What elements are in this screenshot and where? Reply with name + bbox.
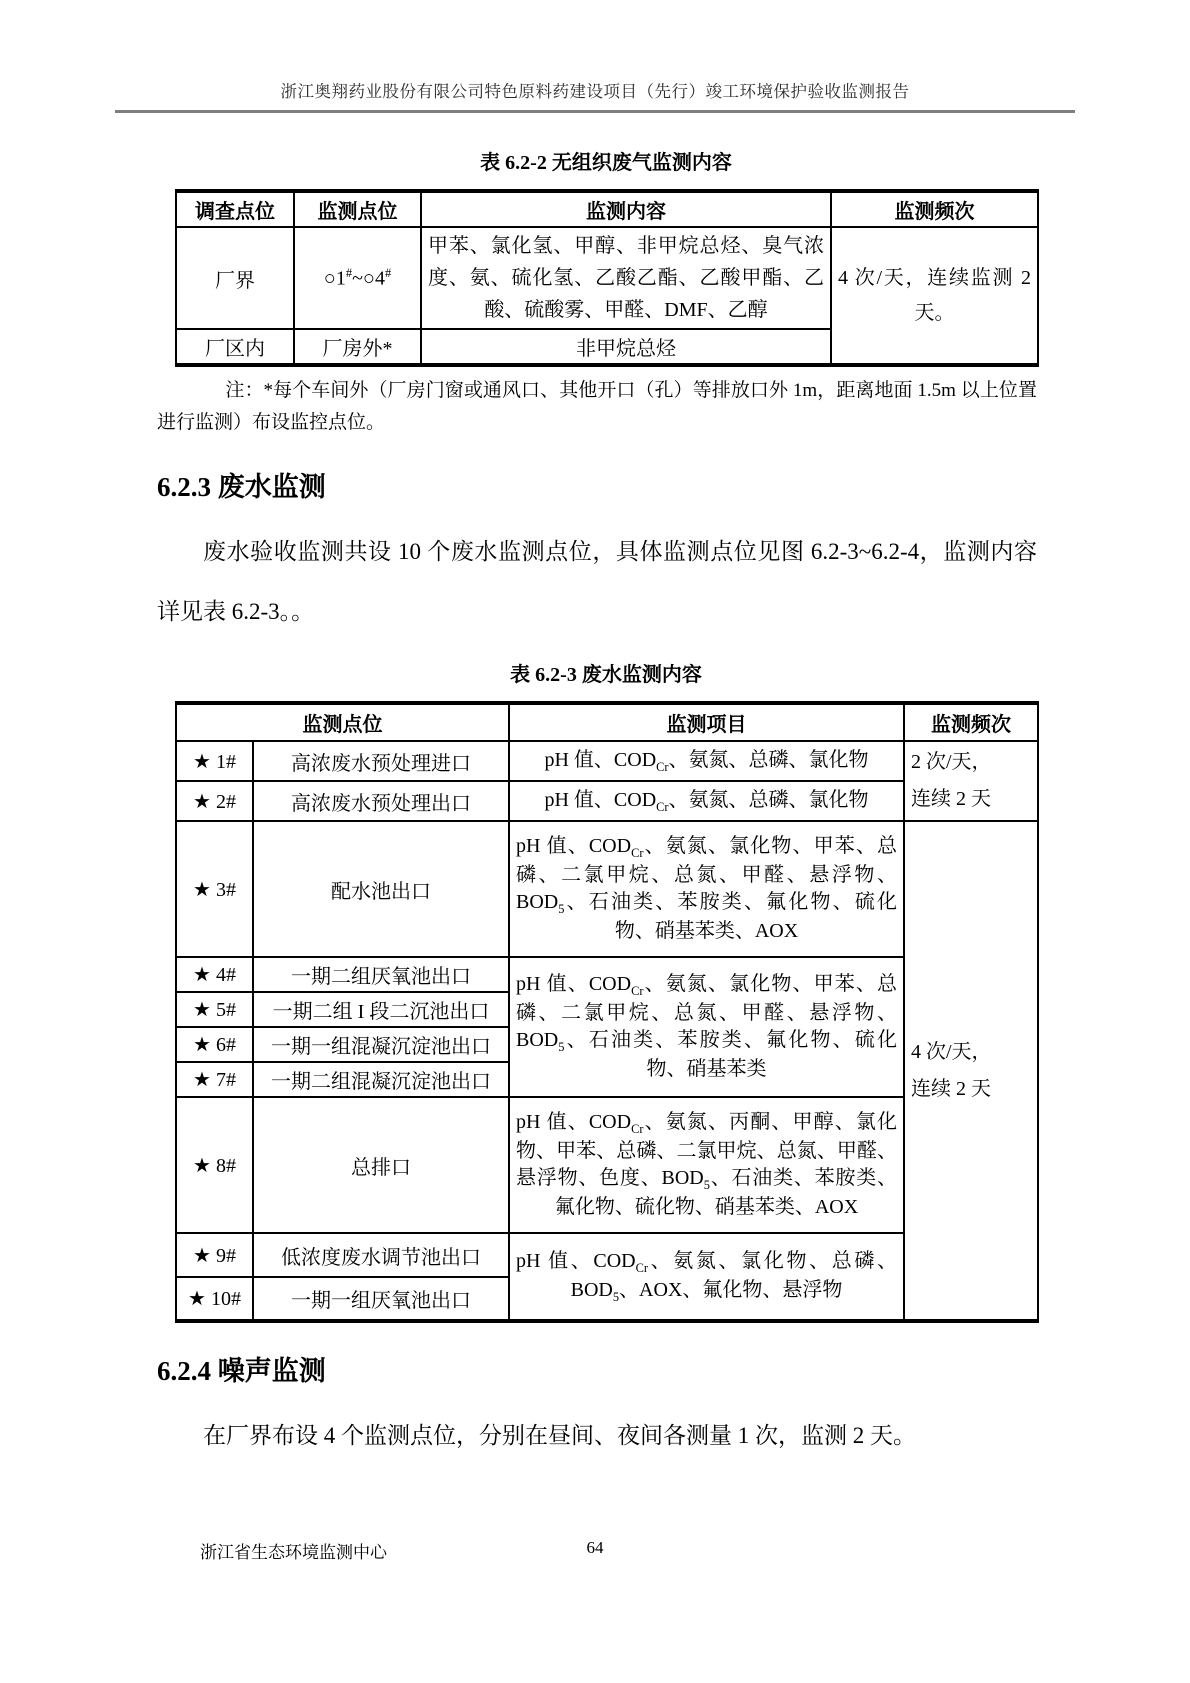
point-id-cell: ★ 5# — [176, 992, 253, 1027]
frequency-cell — [904, 821, 1038, 1321]
footer-page-number: 64 — [586, 1538, 604, 1557]
column-header-monitor-point: 监测点位 — [176, 703, 509, 741]
section-heading-6-2-4: 6.2.4 噪声监测 — [157, 1356, 326, 1387]
point-id-cell: ★ 8# — [176, 1097, 253, 1233]
column-header-frequency: 监测频次 — [904, 703, 1038, 741]
section-6-2-4-paragraph: 在厂界布设 4 个监测点位，分别在昼间、夜间各测量 1 次，监测 2 天。 — [203, 1423, 916, 1449]
table-row — [176, 191, 1038, 227]
point-id-cell: ★ 3# — [176, 821, 253, 957]
table-row — [176, 703, 1038, 741]
point-id-cell: ★ 6# — [176, 1027, 253, 1062]
point-name-cell: 高浓废水预处理进口 — [253, 741, 509, 781]
frequency-cell: 4 次/天，连续监测 2 天。 — [831, 227, 1038, 365]
table-6-2-2-caption: 表 6.2-2 无组织废气监测内容 — [480, 152, 732, 174]
point-id-cell: ★ 7# — [176, 1062, 253, 1097]
point-id-cell: ★ 10# — [176, 1277, 253, 1321]
frequency-line: 连续 2 天 — [911, 1077, 991, 1100]
section-6-2-3-paragraph: 废水验收监测共设 10 个废水监测点位，具体监测点位见图 6.2-3~6.2-4，监测内容详见表 6.2-3。。 — [157, 538, 1037, 625]
monitor-point-cell: ○1#~○4# — [294, 227, 421, 329]
point-id-cell: ★ 9# — [176, 1233, 253, 1277]
table-6-2-3 — [175, 701, 1039, 1323]
section-heading-6-2-3: 6.2.3 废水监测 — [157, 471, 326, 502]
frequency-line: 2 次/天， — [911, 751, 992, 774]
survey-point-cell: 厂界 — [176, 227, 294, 329]
monitor-items-cell: pH 值、$COD_{Cr}$、氨氮、丙酮、甲醇、氯化物、甲苯、总磷、二氯甲烷、总氮、甲醛、悬浮物、色度、$BOD_5$、石油类、苯胺类、氟化物、硫化物、硝基苯类、AOX — [509, 1097, 904, 1233]
point-name-cell: 一期二组厌氧池出口 — [253, 957, 509, 992]
monitor-point-cell: 厂房外* — [294, 329, 421, 365]
table-row — [176, 227, 1038, 329]
point-name-cell: 一期一组厌氧池出口 — [253, 1277, 509, 1321]
column-header-survey-point: 调查点位 — [176, 191, 294, 227]
header-divider — [115, 110, 1075, 113]
point-id-cell: ★ 4# — [176, 957, 253, 992]
point-id-cell: ★ 1# — [176, 741, 253, 781]
table-row — [176, 821, 1038, 957]
point-name-cell: 一期一组混凝沉淀池出口 — [253, 1027, 509, 1062]
point-name-cell: 一期二组 I 段二沉池出口 — [253, 992, 509, 1027]
monitor-content-cell: 甲苯、氯化氢、甲醇、非甲烷总烃、臭气浓度、氨、硫化氢、乙酸乙酯、乙酸甲酯、乙酸、硫酸雾、甲醛、DMF、乙醇 — [421, 227, 831, 329]
point-name-cell: 总排口 — [253, 1097, 509, 1233]
frequency-line: 4 次/天， — [911, 1040, 992, 1063]
column-header-monitor-items: 监测项目 — [509, 703, 904, 741]
running-header: 浙江奥翔药业股份有限公司特色原料药建设项目（先行）竣工环境保护验收监测报告 — [280, 82, 910, 101]
column-header-frequency: 监测频次 — [831, 191, 1038, 227]
footer-organization: 浙江省生态环境监测中心 — [200, 1543, 387, 1562]
monitor-items-cell: pH 值、$COD_{Cr}$、氨氮、氯化物、甲苯、总磷、二氯甲烷、总氮、甲醛、悬浮物、$BOD_5$、石油类、苯胺类、氟化物、硫化物、硝基苯类、AOX — [509, 821, 904, 957]
table-6-2-2 — [175, 189, 1039, 367]
frequency-cell — [904, 741, 1038, 821]
monitor-items-cell: pH 值、$COD_{Cr}$、氨氮、总磷、氯化物 — [509, 741, 904, 781]
point-name-cell: 一期二组混凝沉淀池出口 — [253, 1062, 509, 1097]
point-name-cell: 高浓废水预处理出口 — [253, 781, 509, 821]
column-header-content: 监测内容 — [421, 191, 831, 227]
table-note: 注：*每个车间外（厂房门窗或通风口、其他开口（孔）等排放口外 1m，距离地面 1.5m 以上位置进行监测）布设监控点位。 — [157, 380, 1037, 433]
monitor-items-cell: pH 值、$COD_{Cr}$、氨氮、氯化物、总磷、$BOD_5$、AOX、氟化物、悬浮物 — [509, 1233, 904, 1321]
point-id-cell: ★ 2# — [176, 781, 253, 821]
survey-point-cell: 厂区内 — [176, 329, 294, 365]
table-6-2-3-caption: 表 6.2-3 废水监测内容 — [510, 664, 702, 687]
monitor-content-cell: 非甲烷总烃 — [421, 329, 831, 365]
page-content — [157, 128, 1037, 1467]
monitor-items-cell: pH 值、$COD_{Cr}$、氨氮、氯化物、甲苯、总磷、二氯甲烷、总氮、甲醛、悬浮物、$BOD_5$、石油类、苯胺类、氟化物、硫化物、硝基苯类 — [509, 957, 904, 1097]
table-row — [176, 741, 1038, 781]
frequency-line: 连续 2 天 — [911, 788, 991, 811]
point-name-cell: 配水池出口 — [253, 821, 509, 957]
column-header-monitor-point: 监测点位 — [294, 191, 421, 227]
point-name-cell: 低浓度废水调节池出口 — [253, 1233, 509, 1277]
monitor-items-cell: pH 值、$COD_{Cr}$、氨氮、总磷、氯化物 — [509, 781, 904, 821]
